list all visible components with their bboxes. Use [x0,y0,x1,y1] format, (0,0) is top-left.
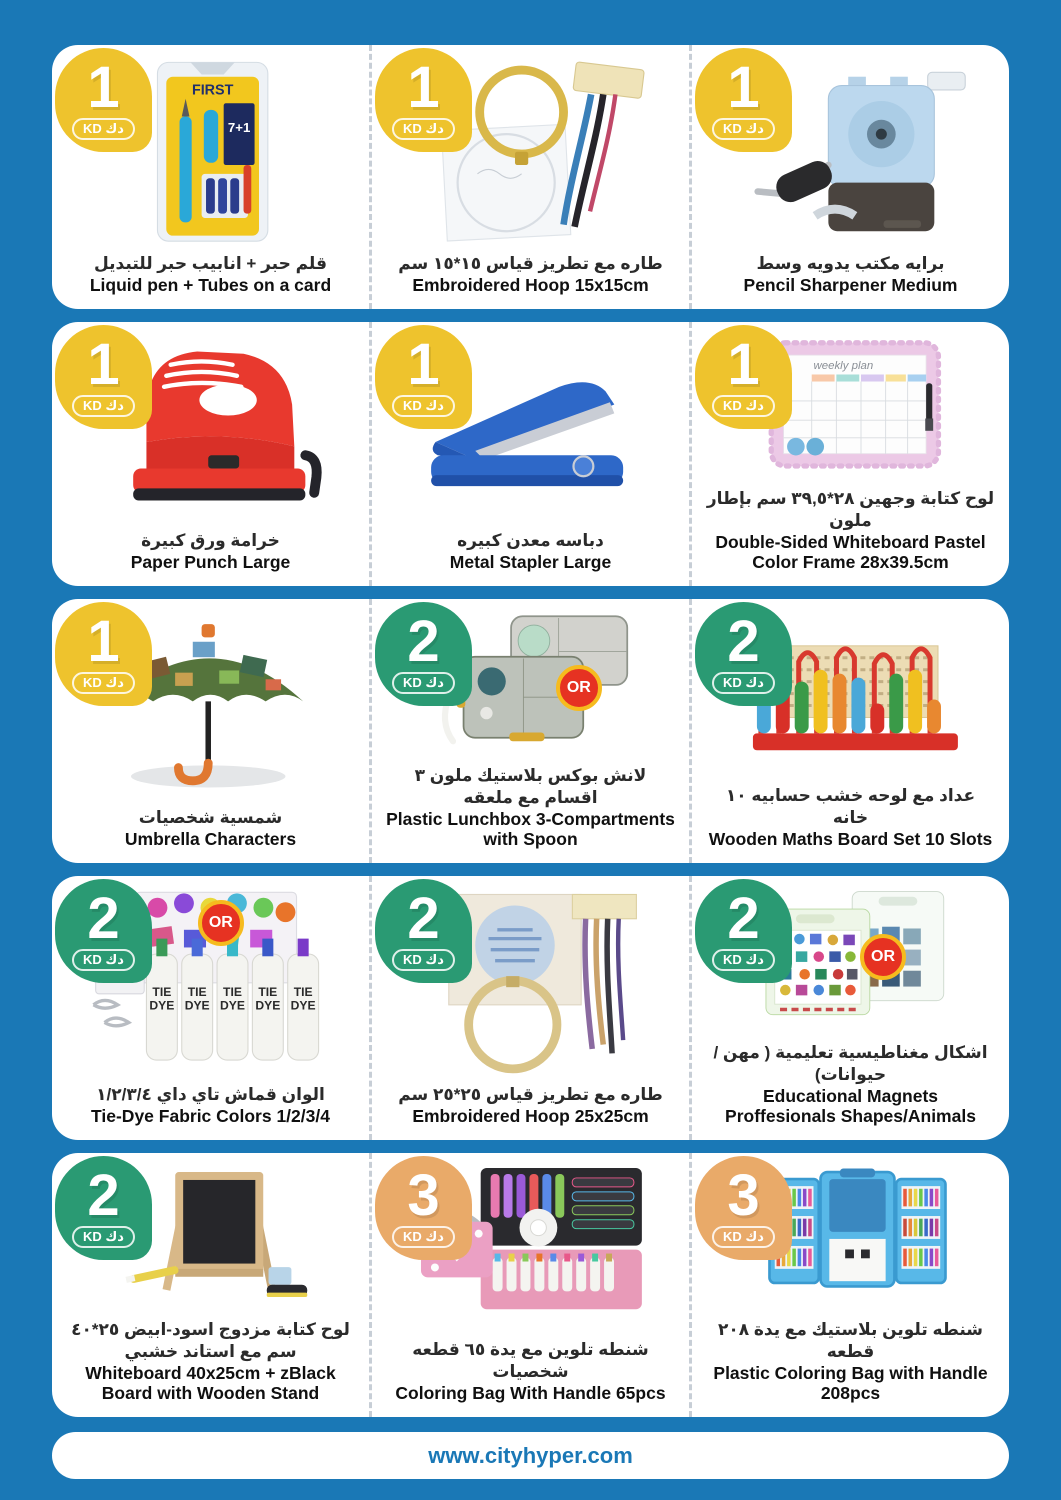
product-name-ar: شنطه تلوين مع يدة ٦٥ قطعه شخصيات [412,1340,649,1381]
currency-pill: KD دك [392,118,455,140]
product-caption [380,1337,681,1409]
product-caption [380,763,681,855]
product-name-ar: قلم حبر + انابيب حبر للتبديل [94,253,327,273]
product-name-ar: الوان قماش تاي داي ١/٢/٣/٤ [96,1084,325,1104]
product-caption [60,251,361,301]
price-value: 3 [407,1162,440,1228]
currency-pill: KD دك [712,395,775,417]
currency-pill: KD دك [712,118,775,140]
price-badge [55,602,152,706]
currency-pill: KD دك [392,1226,455,1248]
product-name-en: Embroidered Hoop 25x25cm [412,1105,649,1126]
price-value: 2 [727,885,760,951]
price-value: 1 [407,54,440,120]
product-name-ar: اشكال مغناطيسية تعليمية ( مهن /حيوانات) [713,1043,988,1084]
product-name-ar: دباسه معدن كبيره [457,530,604,550]
svg-text:DYE: DYE [149,998,175,1013]
product-card-coloring-bag-208 [689,1153,1009,1417]
svg-text:TIE: TIE [293,984,313,999]
price-badge [375,1156,472,1260]
product-name-en: Educational Magnets Proffesionals Shapes/Animals [725,1085,976,1126]
product-card-coloring-bag-65 [369,1153,689,1417]
currency-pill: KD دك [712,672,775,694]
or-badge: OR [198,900,244,946]
product-name-en: Pencil Sharpener Medium [743,274,958,295]
svg-text:TIE: TIE [258,984,278,999]
price-badge [55,48,152,152]
currency-pill: KD دك [72,1226,135,1248]
product-card-hoop-15 [369,45,689,309]
price-badge [375,48,472,152]
or-badge: OR [556,665,602,711]
currency-pill: KD دك [712,1226,775,1248]
svg-text:TIE: TIE [187,984,207,999]
product-name-ar: لوح كتابة مزدوج اسود-ابيض ٢٥*٤٠ سم مع استاند خشبي [71,1320,350,1361]
price-badge [695,879,792,983]
price-badge [695,325,792,429]
svg-text:TIE: TIE [152,984,172,999]
price-value: 1 [407,331,440,397]
product-name-ar: طاره مع تطريز قياس ١٥*١٥ سم [398,253,663,273]
product-row-4 [52,876,1009,1140]
price-value: 2 [727,608,760,674]
svg-text:weekly plan: weekly plan [813,360,874,373]
product-caption [700,1317,1001,1409]
product-name-en: Double-Sided Whiteboard Pastel Color Frame 28x39.5cm [715,531,986,572]
product-name-ar: لانش بوكس بلاستيك ملون ٣ اقسام مع ملعقه [414,766,647,807]
product-row-5 [52,1153,1009,1417]
product-caption [700,486,1001,578]
currency-pill: KD دك [712,949,775,971]
product-name-en: Embroidered Hoop 15x15cm [412,274,649,295]
product-name-en: Tie-Dye Fabric Colors 1/2/3/4 [91,1105,330,1126]
product-caption [380,528,681,578]
product-name-en: Wooden Maths Board Set 10 Slots [708,828,993,849]
product-caption [380,1082,681,1132]
product-card-umbrella [52,599,369,863]
product-caption [60,528,361,578]
product-name-en: Whiteboard 40x25cm + zBlack Board with Wooden Stand [85,1362,336,1403]
price-value: 3 [727,1162,760,1228]
footer-bar [52,1432,1009,1479]
product-caption [700,1040,1001,1132]
currency-pill: KD دك [392,672,455,694]
product-grid [52,45,1009,1430]
product-name-en: Paper Punch Large [130,551,291,572]
product-card-whiteboard-pastel [689,322,1009,586]
product-name-en: Plastic Lunchbox 3-Compartments with Spoon [386,808,675,849]
currency-pill: KD دك [72,118,135,140]
svg-text:DYE: DYE [184,998,210,1013]
currency-pill: KD دك [392,395,455,417]
product-name-ar: شمسية شخصيات [138,807,283,827]
product-card-magnets [689,876,1009,1140]
price-badge [55,325,152,429]
product-name-en: Metal Stapler Large [449,551,612,572]
price-badge [375,602,472,706]
price-badge [55,879,152,983]
price-badge [695,602,792,706]
svg-text:DYE: DYE [290,998,316,1013]
price-value: 1 [87,608,120,674]
price-badge [55,1156,152,1260]
product-card-sharpener [689,45,1009,309]
price-badge [695,48,792,152]
product-card-hoop-25 [369,876,689,1140]
product-card-liquid-pen [52,45,369,309]
currency-pill: KD دك [72,672,135,694]
product-caption [380,251,681,301]
product-row-3 [52,599,1009,863]
product-row-2 [52,322,1009,586]
website-link[interactable]: www.cityhyper.com [428,1442,633,1468]
product-name-ar: طاره مع تطريز قياس ٢٥*٢٥ سم [398,1084,663,1104]
product-name-ar: شنطه تلوين بلاستيك مع يدة ٢٠٨ قطعه [717,1320,984,1361]
product-name-ar: برايه مكتب يدويه وسط [756,253,945,273]
product-name-en: Coloring Bag With Handle 65pcs [395,1382,666,1403]
price-value: 2 [407,885,440,951]
svg-text:TIE: TIE [223,984,243,999]
currency-pill: KD دك [72,395,135,417]
product-card-blackboard-easel [52,1153,369,1417]
price-badge [375,325,472,429]
product-name-en: Liquid pen + Tubes on a card [89,274,332,295]
product-name-en: Plastic Coloring Bag with Handle 208pcs [713,1362,988,1403]
product-row-1 [52,45,1009,309]
product-name-en: Umbrella Characters [124,828,297,849]
product-card-stapler [369,322,689,586]
svg-text:DYE: DYE [255,998,281,1013]
currency-pill: KD دك [392,949,455,971]
product-card-tie-dye [52,876,369,1140]
product-name-ar: لوح كتابة وجهين ٢٨*٣٩,٥ سم بإطار ملون [706,489,995,530]
price-value: 1 [87,331,120,397]
price-badge [695,1156,792,1260]
price-badge [375,879,472,983]
price-value: 2 [407,608,440,674]
product-caption [700,251,1001,301]
svg-text:FIRST: FIRST [192,82,234,99]
price-value: 1 [727,54,760,120]
product-card-abacus [689,599,1009,863]
svg-text:DYE: DYE [220,998,246,1013]
currency-pill: KD دك [72,949,135,971]
price-value: 2 [87,1162,120,1228]
product-caption [60,805,361,855]
svg-text:7+1: 7+1 [227,119,251,135]
product-card-lunchbox [369,599,689,863]
product-name-ar: خرامة ورق كبيرة [141,530,280,550]
or-badge: OR [860,934,906,980]
product-card-paper-punch [52,322,369,586]
product-name-ar: عداد مع لوحه خشب حسابيه ١٠ خانه [725,786,976,827]
price-value: 1 [727,331,760,397]
price-value: 2 [87,885,120,951]
product-caption [700,783,1001,855]
price-value: 1 [87,54,120,120]
product-caption [60,1317,361,1409]
product-caption [60,1082,361,1132]
